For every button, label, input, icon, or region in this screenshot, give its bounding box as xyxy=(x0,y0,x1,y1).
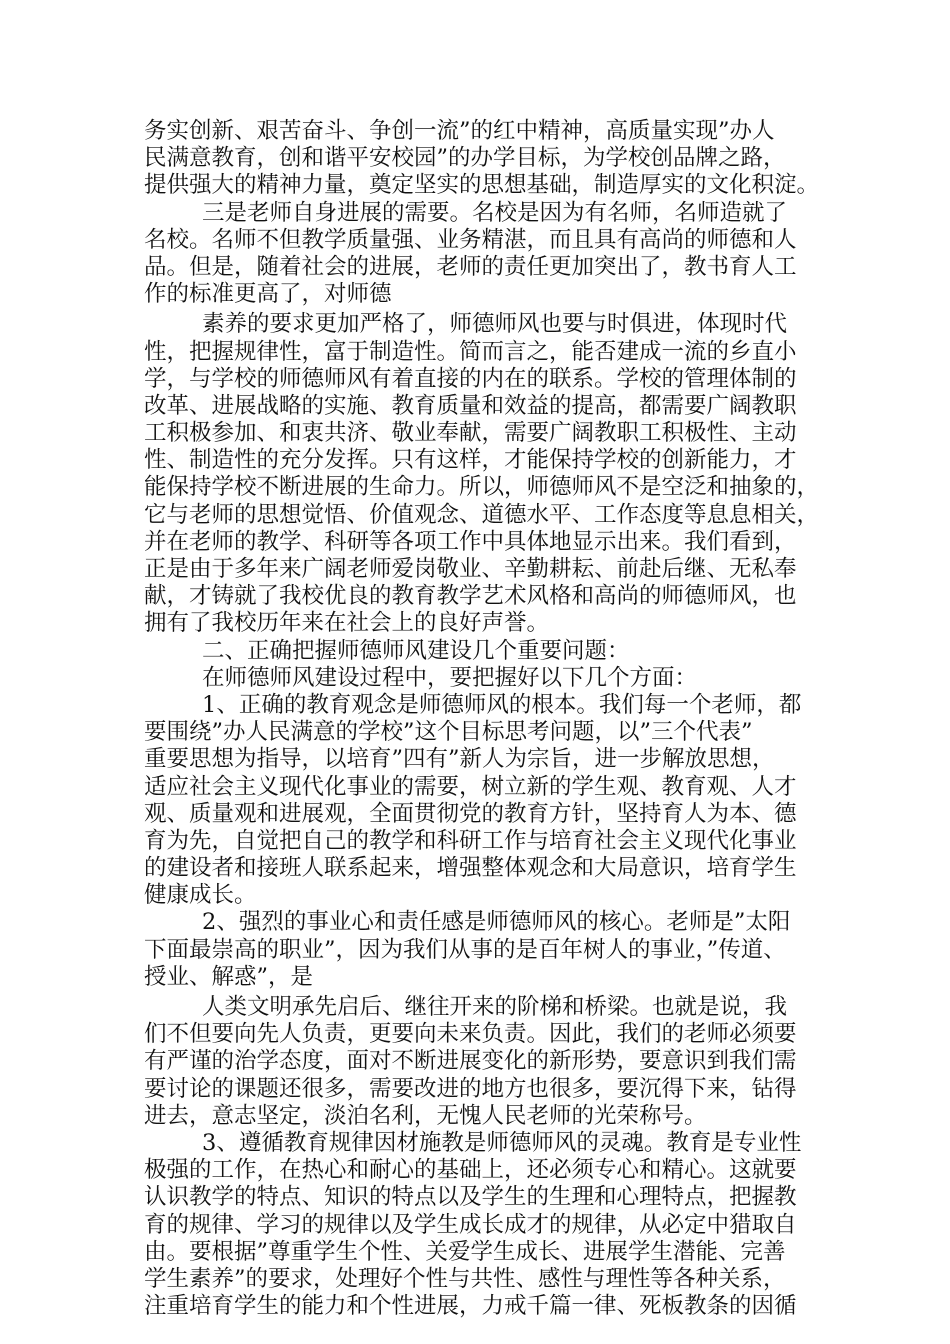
text-line: 极强的工作，在热心和耐心的基础上，还必须专心和精心。这就要 xyxy=(144,1157,797,1184)
paragraph-start-line: 人类文明承先启后、继往开来的阶梯和桥梁。也就是说，我 xyxy=(202,994,788,1020)
text-line: 进去，意志坚定，淡泊名利，无愧人民老师的光荣称号。 xyxy=(144,1102,707,1129)
paragraph-start-line: 3、遵循教育规律因材施教是师德师风的灵魂。教育是专业性 xyxy=(202,1129,802,1156)
text-line: 务实创新、艰苦奋斗、争创一流”的红中精神，高质量实现”办人 xyxy=(144,118,775,144)
paragraph-start-line: 三是老师自身进展的需要。名校是因为有名师，名师造就了 xyxy=(202,199,788,226)
text-line: 献，才铸就了我校优良的教育教学艺术风格和高尚的师德师风，也 xyxy=(144,583,797,610)
text-line: 认识教学的特点、知识的特点以及学生的生理和心理特点，把握教 xyxy=(144,1184,797,1211)
text-line: 要讨论的课题还很多，需要改进的地方也很多，要沉得下来，钻得 xyxy=(144,1075,797,1102)
text-line: 授业、解惑”，是 xyxy=(144,963,314,990)
text-line: 拥有了我校历年来在社会上的良好声誉。 xyxy=(144,610,550,637)
text-line: 由。要根据”尊重学生个性、关爱学生成长、进展学生潜能、完善 xyxy=(144,1238,786,1265)
text-line: 作的标准更高了，对师德 xyxy=(144,281,392,308)
text-line: 改革、进展战略的实施、教育质量和效益的提高，都需要广阔教职 xyxy=(144,392,797,419)
text-line: 品。但是，随着社会的进展，老师的责任更加突出了，教书育人工 xyxy=(144,253,797,280)
text-line: 性，把握规律性，富于制造性。简而言之，能否建成一流的乡直小 xyxy=(144,338,797,365)
section-heading: 二、正确把握师德师风建设几个重要问题： xyxy=(202,637,630,664)
text-line: 能保持学校不断进展的生命力。所以，师德师风不是空泛和抽象的， xyxy=(144,474,820,501)
paragraph-start-line: 素养的要求更加严格了，师德师风也要与时俱进，体现时代 xyxy=(202,311,788,338)
text-line: 学，与学校的师德师风有着直接的内在的联系。学校的管理体制的 xyxy=(144,365,797,392)
text-line: 有严谨的治学态度，面对不断进展变化的新形势，要意识到我们需 xyxy=(144,1048,797,1075)
text-line: 观、质量观和进展观，全面贯彻党的教育方针，坚持育人为本、德 xyxy=(144,800,797,827)
text-line: 下面最崇高的职业”，因为我们从事的是百年树人的事业，”传道、 xyxy=(144,936,786,963)
document-body xyxy=(144,118,820,1320)
text-line: 注重培育学生的能力和个性进展，力戒千篇一律、死板教条的因循 xyxy=(144,1293,797,1320)
text-line: 学生素养”的要求，处理好个性与共性、感性与理性等各种关系， xyxy=(144,1265,786,1292)
text-line: 育为先，自觉把自己的教学和科研工作与培育社会主义现代化事业 xyxy=(144,827,797,854)
text-line: 育的规律、学习的规律以及学生成长成才的规律，从必定中猎取自 xyxy=(144,1211,797,1238)
text-line: 提供强大的精神力量，奠定坚实的思想基础，制造厚实的文化积淀。 xyxy=(144,172,820,199)
text-line: 适应社会主义现代化事业的需要，树立新的学生观、教育观、人才 xyxy=(144,773,797,800)
text-line: 工积极参加、和衷共济、敬业奉献，需要广阔教职工积极性、主动 xyxy=(144,420,797,447)
text-line: 重要思想为指导，以培育”四有”新人为宗旨，进一步解放思想， xyxy=(144,746,775,773)
paragraph-start-line: 1、正确的教育观念是师德师风的根本。我们每一个老师，都 xyxy=(202,691,802,718)
text-line: 健康成长。 xyxy=(144,882,257,909)
paragraph-start-line: 在师德师风建设过程中，要把握好以下几个方面： xyxy=(202,664,698,691)
text-line: 要围绕”办人民满意的学校”这个目标思考问题，以”三个代表” xyxy=(144,719,753,746)
text-line: 它与老师的思想觉悟、价值观念、道德水平、工作态度等息息相关， xyxy=(144,501,820,528)
text-line: 们不但要向先人负责，更要向未来负责。因此，我们的老师必须要 xyxy=(144,1021,797,1048)
text-line: 的建设者和接班人联系起来，增强整体观念和大局意识，培育学生 xyxy=(144,855,797,882)
text-line: 并在老师的教学、科研等各项工作中具体地显示出来。我们看到， xyxy=(144,528,797,555)
text-line: 性、制造性的充分发挥。只有这样，才能保持学校的创新能力，才 xyxy=(144,447,797,474)
text-line: 名校。名师不但教学质量强、业务精湛，而且具有高尚的师德和人 xyxy=(144,226,797,253)
text-line: 正是由于多年来广阔老师爱岗敬业、辛勤耕耘、前赴后继、无私奉 xyxy=(144,556,797,582)
paragraph-start-line: 2、强烈的事业心和责任感是师德师风的核心。老师是”太阳 xyxy=(202,909,791,936)
text-line: 民满意教育，创和谐平安校园”的办学目标，为学校创品牌之路， xyxy=(144,145,786,172)
